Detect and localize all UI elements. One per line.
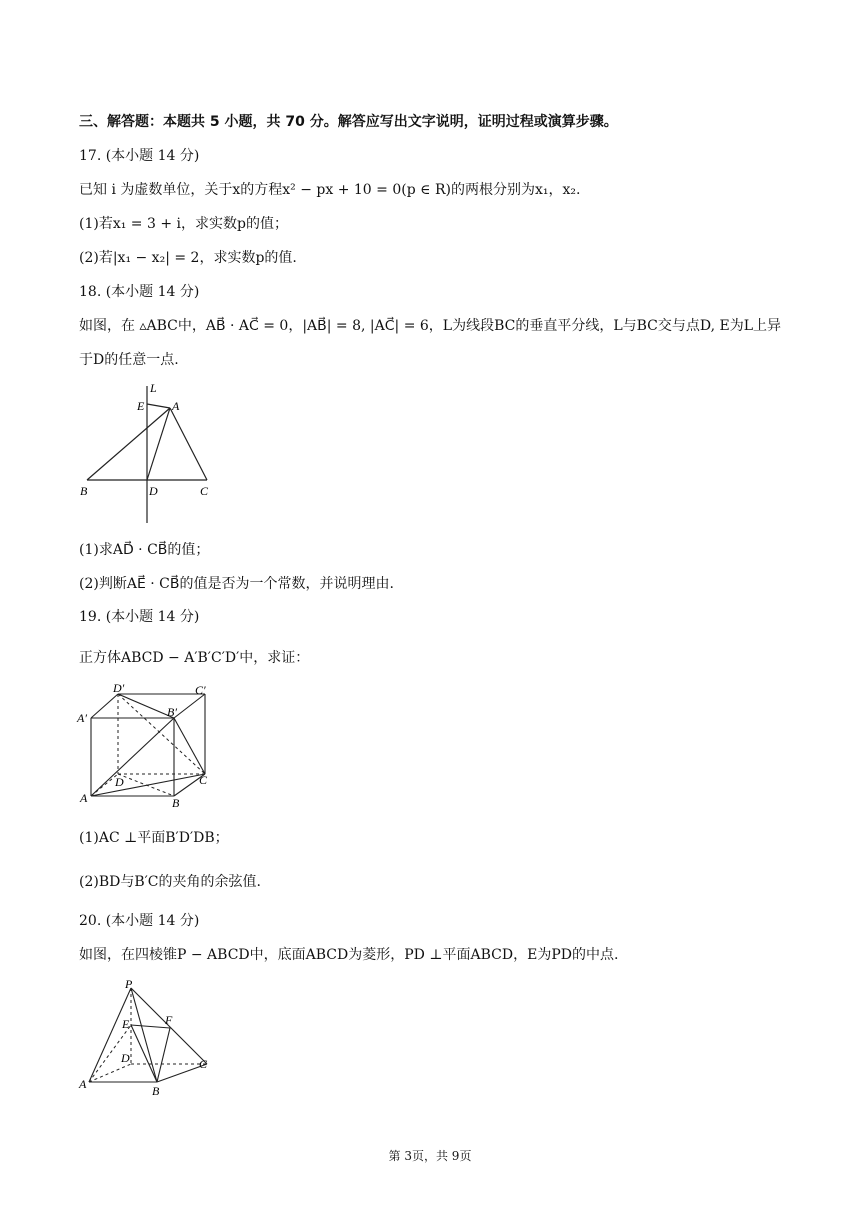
q20-pyramid-figure xyxy=(75,978,215,1102)
q19-part2: (2)BD与B′C的夹角的余弦值. xyxy=(79,874,261,890)
q18-triangle-figure xyxy=(75,378,225,532)
q20-label-D: D xyxy=(121,1051,130,1065)
q19-label-B1: B′ xyxy=(167,705,177,719)
q18-label-D: D xyxy=(149,484,158,498)
q20-label-C: C xyxy=(199,1057,208,1071)
q18-label-L: L xyxy=(150,381,157,395)
q19-label-D: D xyxy=(115,775,124,789)
q18-stem-line1: 如图，在 ▵ABC中，AB⃗ · AC⃗ = 0，|AB⃗| = 8, |AC⃗| = 6，L为线段BC的垂直平分线，L与BC交与点D, E为L上异 xyxy=(79,318,782,334)
q18-label-C: C xyxy=(200,484,209,498)
q19-label-A: A xyxy=(80,791,88,805)
q19-label-C1: C′ xyxy=(195,683,206,697)
q20-label-P: P xyxy=(125,978,133,991)
q19-title: 19. (本小题 14 分) xyxy=(79,609,200,625)
q20-label-A: A xyxy=(79,1077,87,1091)
section-heading: 三、解答题：本题共 5 小题，共 70 分。解答应写出文字说明，证明过程或演算步骤。 xyxy=(79,114,618,130)
q18-part2: (2)判断AE⃗ · CB⃗的值是否为一个常数，并说明理由. xyxy=(79,576,394,592)
q18-stem-line2: 于D的任意一点. xyxy=(79,352,179,368)
q20-label-E: E xyxy=(122,1017,130,1031)
q17-part2: (2)若|x₁ − x₂| = 2，求实数p的值. xyxy=(79,250,297,266)
q20-title: 20. (本小题 14 分) xyxy=(79,913,200,929)
q17-title: 17. (本小题 14 分) xyxy=(79,148,200,164)
q19-label-B: B xyxy=(172,796,180,807)
q20-stem: 如图，在四棱锥P − ABCD中，底面ABCD为菱形，PD ⊥平面ABCD，E为PD的中点. xyxy=(79,947,619,963)
q19-part1: (1)AC ⊥平面B′D′DB； xyxy=(79,830,229,846)
q17-stem: 已知 i 为虚数单位，关于x的方程x² − px + 10 = 0(p ∈ R)的两根分别为x₁，x₂. xyxy=(79,182,581,198)
q17-part1: (1)若x₁ = 3 + i，求实数p的值； xyxy=(79,216,288,232)
q18-title: 18. (本小题 14 分) xyxy=(79,284,200,300)
q18-part1: (1)求AD⃗ · CB⃗的值； xyxy=(79,542,210,558)
q18-label-B: B xyxy=(80,484,88,498)
q19-label-A1: A′ xyxy=(77,711,87,725)
q18-label-E: E xyxy=(137,399,145,413)
q19-label-C: C xyxy=(199,773,208,787)
q20-label-B: B xyxy=(152,1084,160,1098)
q20-label-F: F xyxy=(165,1013,173,1027)
q19-label-D1: D′ xyxy=(113,682,125,695)
q19-stem: 正方体ABCD − A′B′C′D′中，求证： xyxy=(79,650,310,666)
q19-cube-figure xyxy=(75,682,215,811)
q18-label-A: A xyxy=(172,399,180,413)
page-footer: 第 3页，共 9页 xyxy=(388,1149,472,1163)
